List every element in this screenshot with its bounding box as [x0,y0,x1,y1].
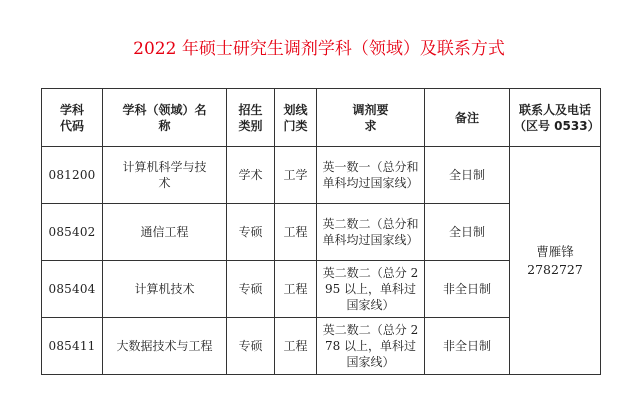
header-note: 备注 [425,89,510,147]
contact-cell [510,147,601,375]
page-title: 2022 年硕士研究生调剂学科（领域）及联系方式 [133,39,505,59]
row-code: 085404 [42,261,103,318]
row-subject: 通信工程 [103,204,227,261]
row-category: 专硕 [227,204,275,261]
row-line: 工学 [275,147,317,204]
header-code: 学科代码 [42,89,103,147]
row-code: 085402 [42,204,103,261]
row-requirement: 英二数二（总分 295 以上，单科过国家线） [317,261,425,318]
row-note: 非全日制 [425,261,510,318]
row-subject: 计算机科学与技术 [103,147,227,204]
row-code: 081200 [42,147,103,204]
table-header-row [42,89,601,147]
header-subject: 学科（领域）名称 [103,89,227,147]
header-contact: 联系人及电话（区号 0533） [510,89,601,147]
header-category: 招生类别 [227,89,275,147]
contact-phone: 2782727 [527,261,583,277]
table-row [42,147,601,204]
row-note: 非全日制 [425,318,510,375]
row-subject: 大数据技术与工程 [103,318,227,375]
row-requirement: 英二数二（总分 278 以上，单科过国家线） [317,318,425,375]
row-requirement: 英一数一（总分和单科均过国家线） [317,147,425,204]
row-line: 工程 [275,261,317,318]
row-category: 专硕 [227,318,275,375]
row-code: 085411 [42,318,103,375]
row-requirement: 英二数二（总分和单科均过国家线） [317,204,425,261]
header-line: 划线门类 [275,89,317,147]
row-line: 工程 [275,204,317,261]
header-requirement: 调剂要求 [317,89,425,147]
row-category: 专硕 [227,261,275,318]
row-category: 学术 [227,147,275,204]
contact-name: 曹雁锋 [536,243,574,259]
row-subject: 计算机技术 [103,261,227,318]
subject-table [41,88,601,375]
row-line: 工程 [275,318,317,375]
row-note: 全日制 [425,204,510,261]
row-note: 全日制 [425,147,510,204]
